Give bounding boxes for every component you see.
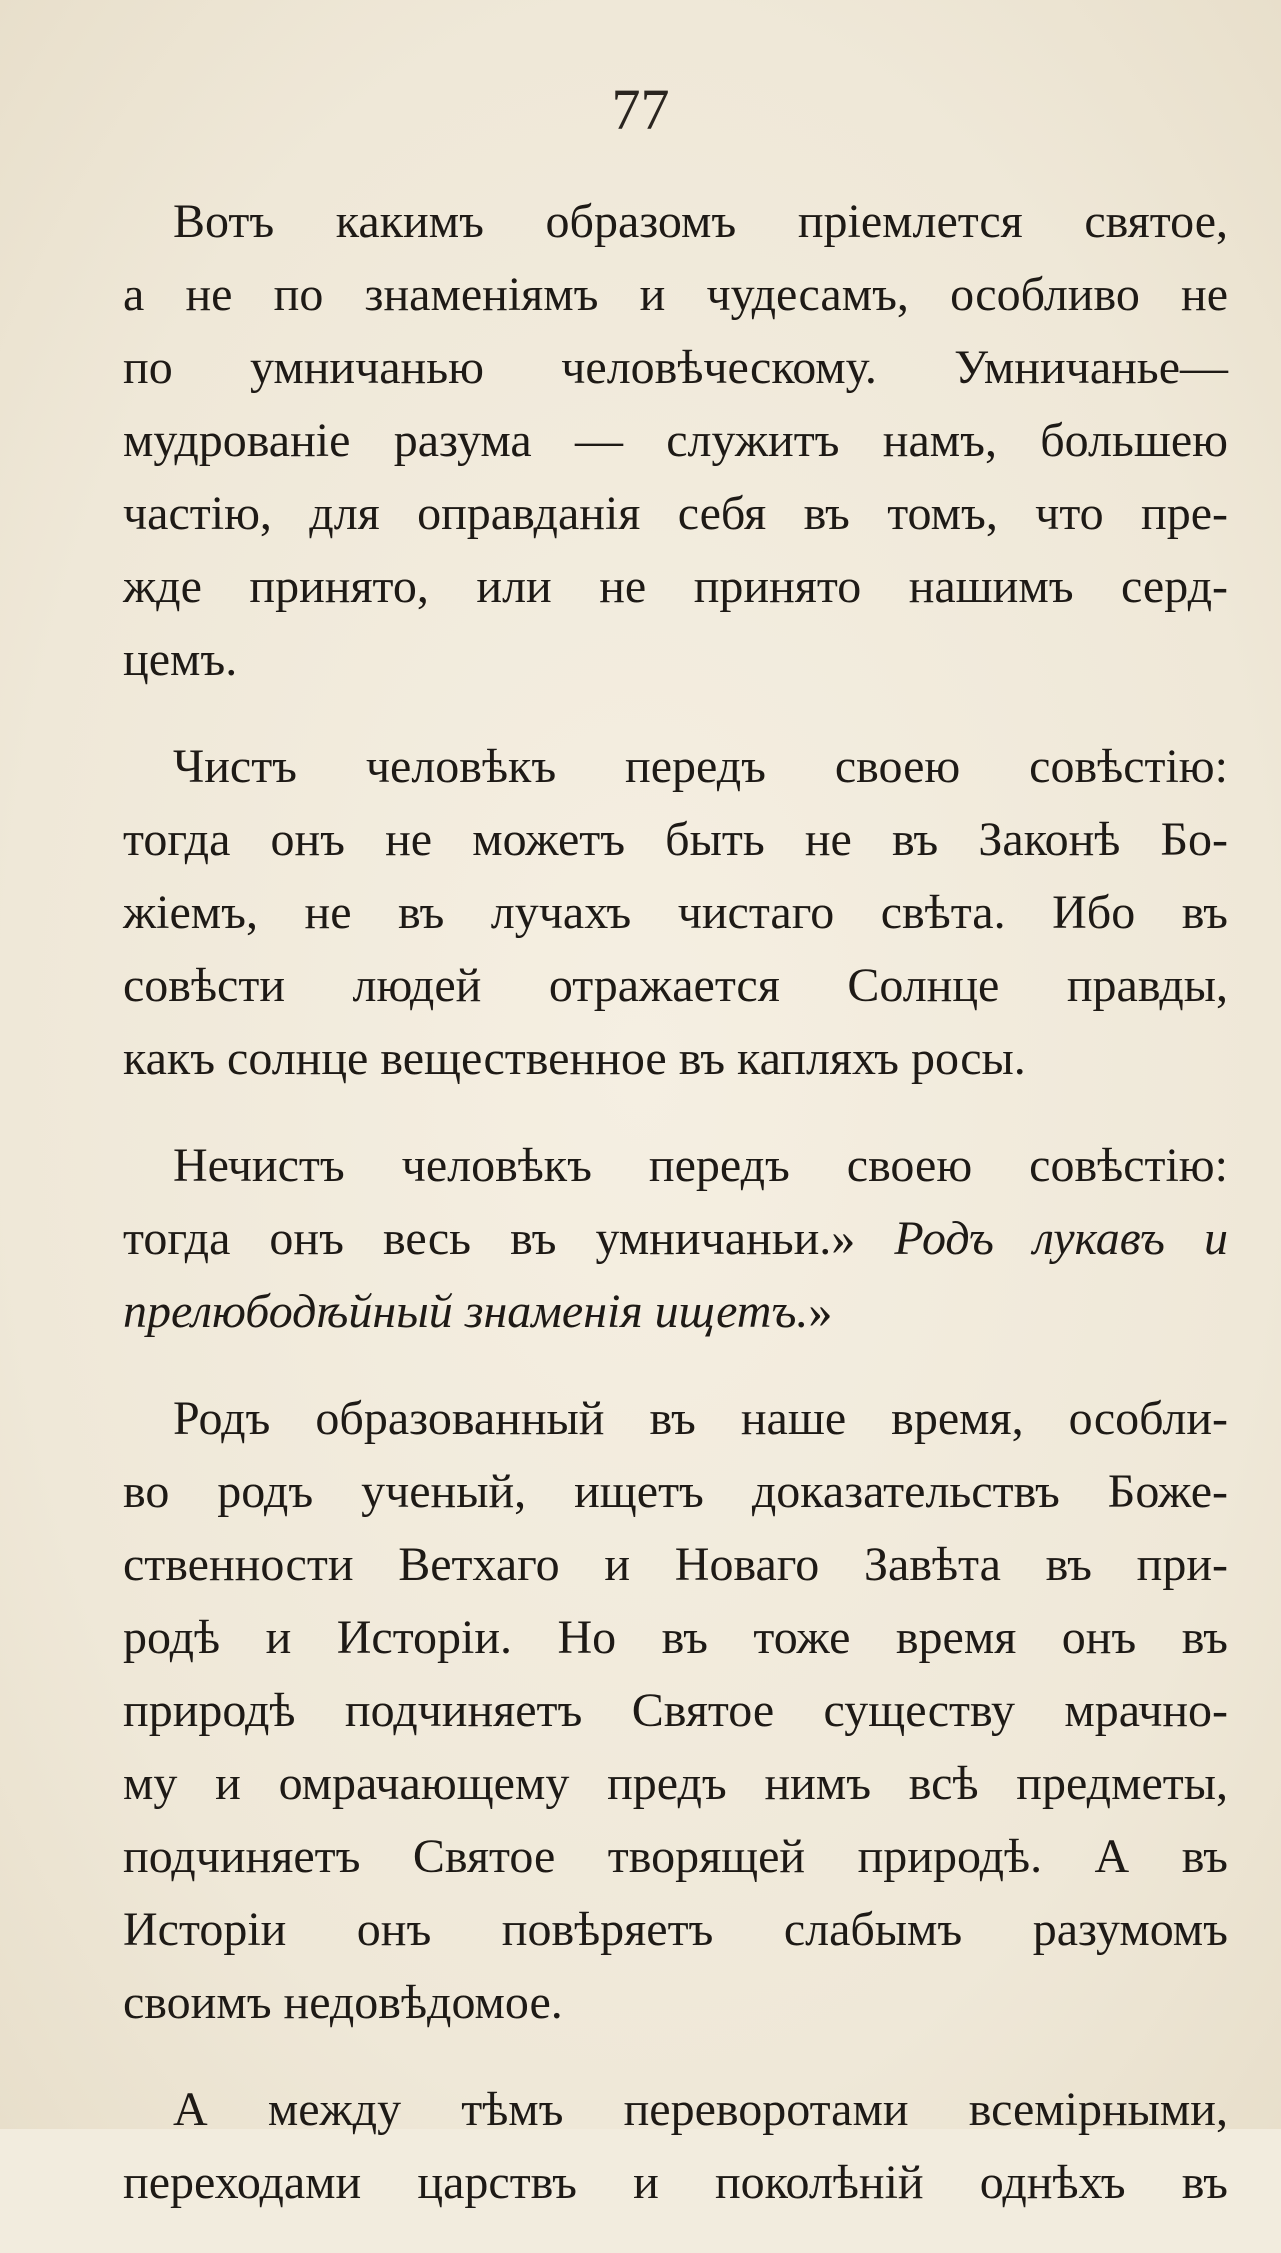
text-line: своимъ недовѣдомое.	[123, 1976, 563, 2029]
text-line: какъ солнце вещественное въ капляхъ росы.	[123, 1032, 1026, 1085]
text-fragment: »	[808, 1285, 833, 1338]
text-line: Вотъ какимъ образомъ пріемлется святое,	[173, 195, 1228, 248]
paragraph-1	[123, 185, 1228, 696]
paragraph-4	[123, 1382, 1228, 2039]
text-line: Родъ образованный въ наше время, особли-	[173, 1392, 1228, 1445]
text-line: родѣ и Исторіи. Но въ тоже время онъ въ	[123, 1611, 1228, 1664]
italic-quote: прелюбодѣйный знаменія ищетъ.	[123, 1285, 809, 1338]
paragraph-5	[123, 2073, 1228, 2219]
text-line: Чистъ человѣкъ передъ своею совѣстію:	[173, 740, 1228, 793]
text-line: совѣсти людей отражается Солнце правды,	[123, 959, 1228, 1012]
text-line: ственности Ветхаго и Новаго Завѣта въ при-	[123, 1538, 1228, 1591]
text-line: частію, для оправданія себя въ томъ, что пре-	[123, 487, 1228, 540]
text-line: му и омрачающему предъ нимъ всѣ предметы,	[123, 1757, 1228, 1810]
text-line: по умничанью человѣческому. Умничанье—	[123, 341, 1228, 394]
text-line: переходами царствъ и поколѣній однѣхъ въ	[123, 2156, 1228, 2209]
text-line: а не по знаменіямъ и чудесамъ, особливо не	[123, 268, 1228, 321]
text-line	[123, 1202, 1228, 1275]
text-line: Нечистъ человѣкъ передъ своею совѣстію:	[173, 1139, 1228, 1192]
page-number: 77	[611, 77, 670, 142]
text-line: тогда онъ не можетъ быть не въ Законѣ Бо-	[123, 813, 1228, 866]
paragraph-2	[123, 730, 1228, 1095]
text-fragment: тогда онъ весь въ умничаньи.»	[123, 1212, 895, 1265]
text-line: мудрованіе разума — служитъ намъ, большею	[123, 414, 1228, 467]
italic-quote: Родъ лукавъ и	[894, 1212, 1228, 1265]
text-line: жде принято, или не принято нашимъ серд-	[123, 560, 1228, 613]
text-line	[123, 1275, 1228, 1348]
text-line: Исторіи онъ повѣряетъ слабымъ разумомъ	[123, 1903, 1228, 1956]
text-line: А между тѣмъ переворотами всемірными,	[173, 2083, 1228, 2136]
text-line: во родъ ученый, ищетъ доказательствъ Боже-	[123, 1465, 1228, 1518]
text-line: жіемъ, не въ лучахъ чистаго свѣта. Ибо въ	[123, 886, 1228, 939]
text-line: цемъ.	[123, 633, 238, 686]
body-text	[123, 185, 1228, 2253]
text-line: подчиняетъ Святое творящей природѣ. А въ	[123, 1830, 1228, 1883]
text-line: природѣ подчиняетъ Святое существу мрачно-	[123, 1684, 1228, 1737]
paragraph-3	[123, 1129, 1228, 1348]
